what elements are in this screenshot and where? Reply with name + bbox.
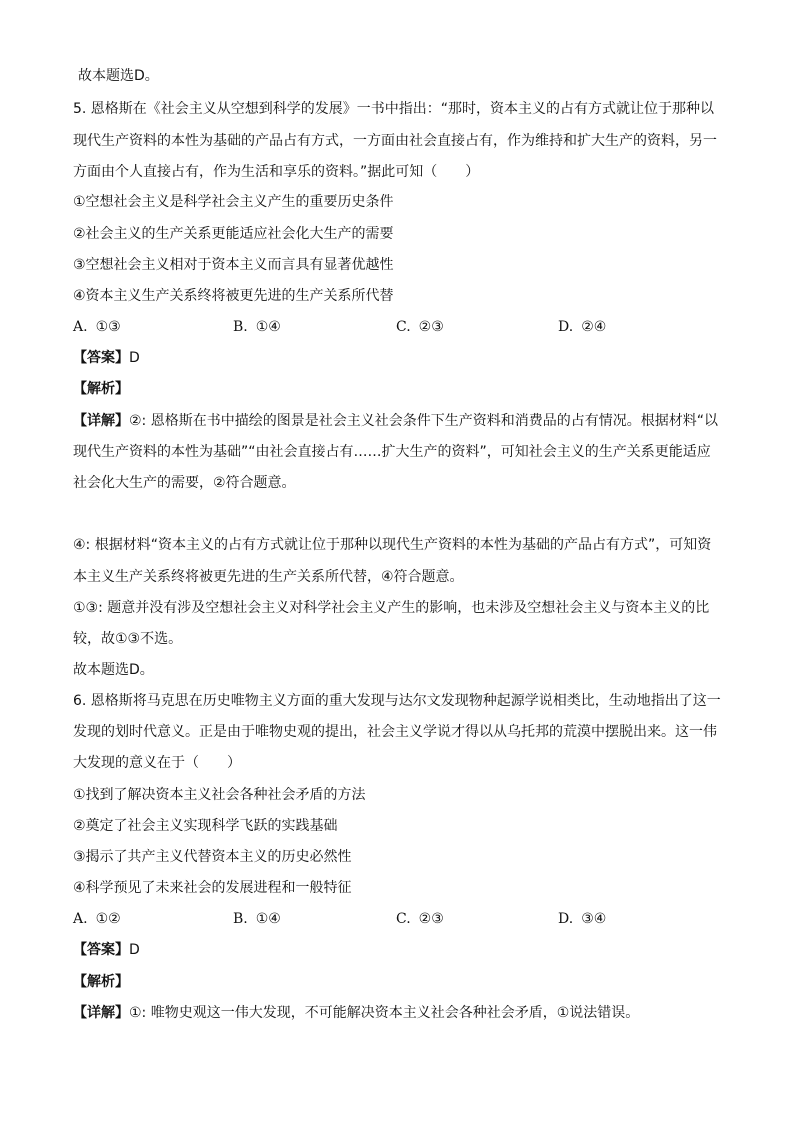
detail-text: ①: 唯物史观这一伟大发现，不可能解决资本主义社会各种社会矛盾，①说法错误。: [129, 1005, 640, 1021]
statement-2: ②奠定了社会主义实现科学飞跃的实践基础: [73, 818, 338, 834]
statement-4: ④资本主义生产关系终将被更先进的生产关系所代替: [73, 288, 394, 304]
answer-options: [73, 909, 723, 929]
analysis-tag: 【解析】: [73, 381, 129, 397]
option-d: [558, 317, 606, 337]
option-value: ①②: [95, 911, 121, 927]
text-line: ④: 根据材料“资本主义的占有方式就让位于那种以现代生产资料的本性为基础的产品占有方式”，可知资: [73, 537, 712, 553]
option-a: [73, 909, 121, 929]
text-line: 故本题选D。: [78, 68, 159, 84]
option-key: B.: [233, 911, 248, 927]
text-line: 故本题选D。: [73, 662, 154, 678]
answer-tag: 【答案】: [73, 942, 129, 958]
detail-text: ②: 恩格斯在书中描绘的图景是社会主义社会条件下生产资料和消费品的占有情况。根据材料“以: [129, 413, 718, 429]
analysis-line: [73, 379, 723, 399]
answer-line: [73, 940, 723, 960]
answer-value: D: [129, 942, 140, 958]
statement-1: ①找到了解决资本主义社会各种社会矛盾的方法: [73, 787, 366, 803]
statement-2: ②社会主义的生产关系更能适应社会化大生产的需要: [73, 226, 394, 242]
detail-tag: 【详解】: [73, 1005, 129, 1021]
option-value: ②③: [418, 319, 444, 335]
option-c: [396, 909, 444, 929]
option-value: ①③: [95, 319, 121, 335]
text-line: 社会化大生产的需要，②符合题意。: [73, 475, 296, 491]
option-value: ②④: [581, 319, 607, 335]
detail-tag: 【详解】: [73, 413, 129, 429]
option-key: A.: [73, 319, 88, 335]
analysis-tag: 【解析】: [73, 974, 129, 990]
statement-3: ③空想社会主义相对于资本主义而言具有显著优越性: [73, 257, 394, 273]
option-key: D.: [558, 319, 574, 335]
text-line: ①③: 题意并没有涉及空想社会主义对科学社会主义产生的影响，也未涉及空想社会主义与资本主义的比: [73, 600, 710, 616]
answer-options: [73, 317, 723, 337]
detail-line: [73, 1003, 723, 1023]
option-value: ③④: [581, 911, 607, 927]
text-line: 较，故①③不选。: [73, 631, 183, 647]
option-value: ①④: [255, 911, 281, 927]
option-a: [73, 317, 121, 337]
option-b: [233, 909, 281, 929]
option-key: B.: [233, 319, 248, 335]
answer-tag: 【答案】: [73, 350, 129, 366]
answer-line: [73, 348, 723, 368]
question-6-stem: 6. 恩格斯将马克思在历史唯物主义方面的重大发现与达尔文发现物种起源学说相类比，生动地指出了这一: [73, 693, 721, 709]
option-key: A.: [73, 911, 88, 927]
text-line: 现代生产资料的本性为基础的产品占有方式，一方面由社会直接占有，作为维持和扩大生产的资料，另一: [73, 133, 717, 149]
question-5-stem: 5. 恩格斯在《社会主义从空想到科学的发展》一书中指出：“那时，资本主义的占有方式就让位于那种以: [73, 101, 715, 117]
text-line: 方面由个人直接占有，作为生活和享乐的资料。”据此可知（ ）: [73, 164, 480, 180]
option-key: C.: [396, 911, 411, 927]
statement-1: ①空想社会主义是科学社会主义产生的重要历史条件: [73, 194, 394, 210]
detail-line: [73, 411, 723, 431]
option-c: [396, 317, 444, 337]
text-line: 发现的划时代意义。正是由于唯物史观的提出，社会主义学说才得以从乌托邦的荒漠中摆脱出来。这一伟: [73, 724, 717, 740]
text-line: 现代生产资料的本性为基础”“由社会直接占有……扩大生产的资料”，可知社会主义的生产关系更能适应: [73, 444, 711, 460]
option-key: C.: [396, 319, 411, 335]
option-b: [233, 317, 281, 337]
option-value: ①④: [255, 319, 281, 335]
option-d: [558, 909, 606, 929]
analysis-line: [73, 972, 723, 992]
statement-3: ③揭示了共产主义代替资本主义的历史必然性: [73, 849, 352, 865]
statement-4: ④科学预见了未来社会的发展进程和一般特征: [73, 880, 352, 896]
text-line: 大发现的意义在于（ ）: [73, 755, 241, 771]
option-value: ②③: [418, 911, 444, 927]
text-line: 本主义生产关系终将被更先进的生产关系所代替，④符合题意。: [73, 569, 464, 585]
option-key: D.: [558, 911, 574, 927]
answer-value: D: [129, 350, 140, 366]
